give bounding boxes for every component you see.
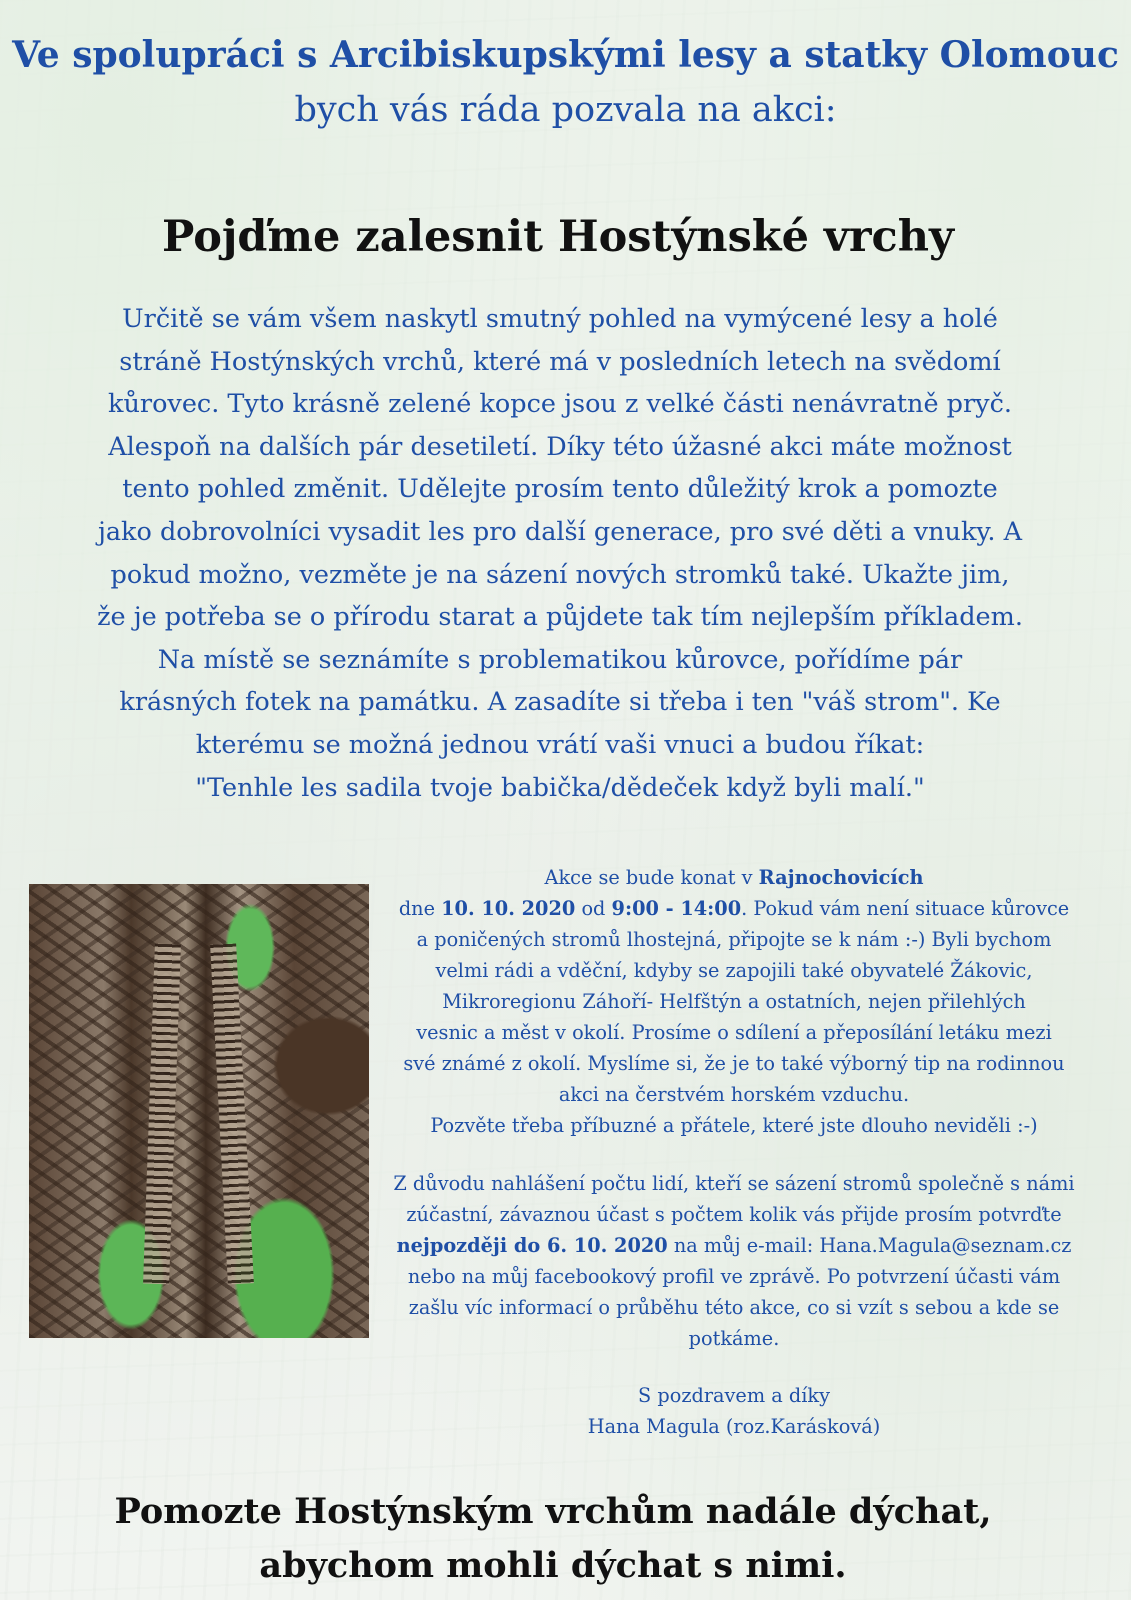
signature: Hana Magula (roz.Karásková) <box>587 1415 881 1438</box>
event-time: 9:00 - 14:00 <box>611 897 742 920</box>
page-title: Pojďme zalesnit Hostýnské vrchy <box>162 212 954 262</box>
event-place: Rajnochovicích <box>758 866 924 889</box>
details-text: Akce se bude konat v <box>544 866 759 889</box>
intro-line: krásných fotek na památku. A zasadíte si třeba i ten "váš strom". Ke <box>119 687 1001 718</box>
details-line: Z důvodu nahlášení počtu lidí, kteří se sázení stromů společně s námi <box>393 1172 1075 1195</box>
bark-beetle-photo <box>29 884 369 1338</box>
details-line: své známé z okolí. Myslíme si, že je to také výborný tip na rodinnou <box>403 1052 1065 1075</box>
details-line: nebo na můj facebookový profil ve zprávě. Po potvrzení účasti vám <box>407 1265 1061 1288</box>
closing-slogan <box>0 1485 1106 1593</box>
intro-line: Alespoň na dalších pár desetiletí. Díky této úžasné akci máte možnost <box>108 431 1012 462</box>
intro-line: pokud možno, vezměte je na sázení nových stromků také. Ukažte jim, <box>110 559 1010 590</box>
details-line: akci na čerstvém horském vzduchu. <box>558 1083 910 1106</box>
intro-line: "Tenhle les sadila tvoje babička/dědeček když byli malí." <box>195 772 925 803</box>
closing-line-2: abychom mohli dýchat s nimi. <box>259 1545 847 1586</box>
beetle-gallery-stripe <box>210 944 254 1285</box>
intro-line: kůrovec. Tyto krásně zelené kopce jsou z velké části nenávratně pryč. <box>108 389 1012 420</box>
intro-line: Na místě se seznámíte s problematikou kůrovce, pořídíme pár <box>157 644 963 675</box>
intro-line: stráně Hostýnských vrchů, které má v posledních letech na svědomí <box>119 346 1001 377</box>
details-line: zašlu víc informací o průběhu této akce, co si vzít s sebou a kde se <box>408 1296 1060 1319</box>
contact-email-text: na můj e-mail: Hana.Magula@seznam.cz <box>667 1234 1072 1257</box>
details-line <box>381 893 1087 924</box>
greeting: S pozdravem a díky <box>638 1384 830 1407</box>
header-line-1: Ve spolupráci s Arcibiskupskými lesy a statky Olomouc <box>12 34 1119 76</box>
closing-line-1: Pomozte Hostýnským vrchům nadále dýchat, <box>114 1491 992 1532</box>
intro-line: kterému se možná jednou vrátí vaši vnuci a budou říkat: <box>195 729 925 760</box>
details-line: Mikroregionu Záhoří- Helfštýn a ostatních, nejen přilehlých <box>442 990 1026 1013</box>
details-line <box>381 862 1087 893</box>
details-line: velmi rádi a vděční, kdyby se zapojili také obyvatelé Žákovic, <box>435 959 1033 982</box>
intro-paragraph <box>40 298 1080 809</box>
beetle-gallery-stripe <box>143 944 181 1285</box>
details-line <box>381 1230 1087 1261</box>
intro-line: že je potřeba se o přírodu starat a půjdete tak tím nejlepším příkladem. <box>97 602 1023 633</box>
details-line: zúčastní, závaznou účast s počtem kolik vás přijde prosím potvrďte <box>406 1203 1062 1226</box>
header-line-2: bych vás ráda pozvala na akci: <box>294 90 837 130</box>
intro-line: Určitě se vám všem naskytl smutný pohled na vymýcené lesy a holé <box>122 304 998 334</box>
details-text: od <box>575 897 612 920</box>
event-date: 10. 10. 2020 <box>441 897 576 920</box>
details-line: a poničených stromů lhostejná, připojte se k nám :-) Byli bychom <box>416 928 1052 951</box>
details-text: dne <box>398 897 442 920</box>
intro-line: tento pohled změnit. Udělejte prosím tento důležitý krok a pomozte <box>122 474 998 505</box>
registration-deadline: nejpozději do 6. 10. 2020 <box>396 1234 668 1257</box>
event-details <box>381 862 1087 1442</box>
details-line: Pozvěte třeba příbuzné a přátele, které jste dlouho neviděli :-) <box>430 1114 1038 1137</box>
details-line: potkáme. <box>688 1327 780 1350</box>
intro-line: jako dobrovolníci vysadit les pro další generace, pro své děti a vnuky. A <box>97 516 1023 547</box>
details-text: . Pokud vám není situace kůrovce <box>741 897 1070 920</box>
details-line: vesnic a měst v okolí. Prosíme o sdílení a přeposílání letáku mezi <box>416 1021 1052 1044</box>
